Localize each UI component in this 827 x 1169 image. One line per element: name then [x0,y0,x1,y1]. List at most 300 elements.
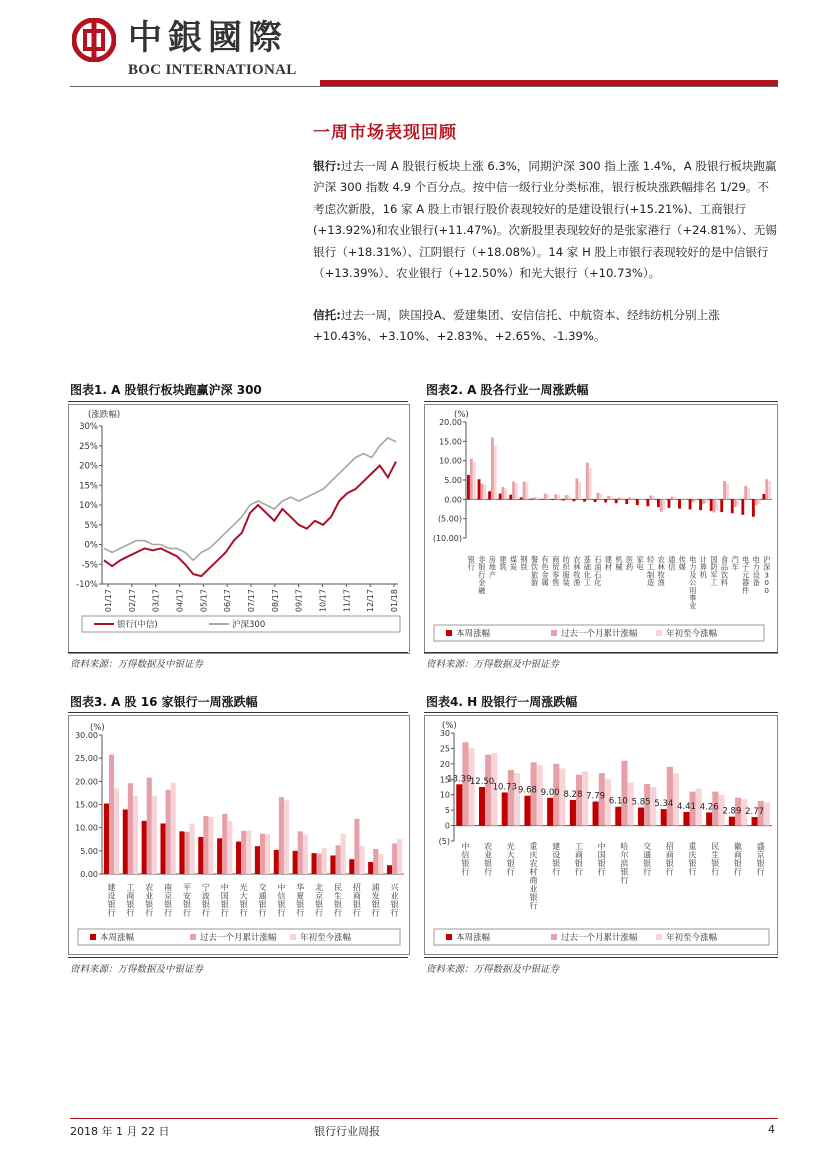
x-tick-label: 业 [689,601,697,611]
x-tick-label: 渔 [573,578,581,588]
bar-data-label: 5.34 [654,799,674,810]
y-tick-label: 20.00 [75,777,98,787]
x-tick-label: 通 [258,891,267,901]
chart3-source: 资料来源：万得数据及中银证券 [70,964,204,975]
x-tick-label-group [531,555,538,587]
y-tick-label: 5.00 [80,846,98,856]
x-tick-label: 有 [541,555,549,564]
x-tick-label: 银 [164,900,173,909]
bar [649,495,652,499]
bar [378,854,383,874]
x-tick-label: 牧 [573,570,581,580]
chart1-caption: 图表1. A 股银行板块跑赢沪深 300 [70,383,262,397]
x-tick-label: 元 [742,570,750,580]
x-tick-label: 庆 [529,850,538,860]
chart3-source-rule [68,957,408,958]
footer-rule [70,1118,778,1119]
x-tick-label: 行 [239,908,248,918]
x-tick-label: 零 [552,570,560,580]
x-tick-label: 银 [574,859,583,868]
legend-label: 年初至今涨幅 [666,629,718,639]
x-tick-label: 南 [164,883,173,892]
bar [514,773,520,825]
x-tick-label-group [711,842,719,877]
chart1-source-rule [68,652,408,653]
x-tick-label: 石 [594,570,602,580]
bar [142,821,147,874]
bar [152,796,157,874]
x-tick-label-group [510,555,517,572]
x-tick-label: 发 [371,891,380,901]
bar [485,755,491,826]
y-tick-label: 15 [439,775,450,785]
x-tick-label: 交 [258,883,267,892]
x-tick-label: 工 [710,578,718,588]
x-tick-label: 银 [506,859,515,868]
boc-logo-icon [72,18,116,62]
x-tick-label: 银 [484,859,493,868]
bar [765,479,768,499]
bar [515,483,518,499]
bar [752,817,758,826]
x-tick-label: 备 [752,578,760,588]
y-tick-label: 25.00 [75,754,98,764]
legend-swatch [190,934,196,940]
x-tick-label: 电 [752,555,760,564]
x-tick-label: 建 [499,555,507,564]
x-tick-label-group [637,555,644,572]
x-tick-label: 银 [665,859,674,868]
bar [547,495,550,500]
series-line [104,438,396,560]
bar [551,499,554,500]
bar-data-label: 4.26 [699,802,719,813]
x-tick-label-group [391,883,400,918]
bar [354,819,359,874]
x-tick-label: 料 [720,578,729,588]
x-tick-label: 家 [636,555,644,564]
y-tick-label: -5% [81,560,98,571]
bar [298,831,303,874]
bar [755,499,758,505]
bar-data-label: 8.28 [563,790,583,801]
x-tick-label-group [615,555,622,572]
y-tick-label: 0.00 [444,495,462,505]
x-tick-label: 银 [597,859,606,868]
x-tick-label-group [689,841,697,877]
x-tick-label-group [734,841,742,877]
bar [729,817,735,826]
bar [502,487,505,499]
bar [317,854,322,874]
bar [628,497,631,499]
bar [723,481,726,499]
x-tick-label-group [598,841,606,877]
x-tick-label: 07/17 [247,589,256,613]
x-tick-label: 用 [689,585,697,595]
x-tick-label-group [710,555,717,587]
x-tick-label: 业 [484,850,493,860]
y-axis-label: (涨跌幅) [88,410,121,420]
bar [467,475,470,499]
x-tick-label: 产 [488,570,496,580]
x-tick-label: 村 [529,867,538,877]
x-tick-label: 非 [478,555,486,564]
bar [480,483,483,499]
x-tick-label-group [240,882,248,918]
bar [625,499,628,504]
bar [731,499,734,513]
legend-swatch [551,934,557,940]
x-tick-label-group [126,883,134,918]
y-tick-label: 10 [439,790,450,800]
x-tick-label: 生 [333,891,342,901]
y-tick-label: (10.00) [432,534,462,543]
y-tick-label: 25% [79,441,98,452]
x-tick-label: 电 [742,555,750,564]
bar [284,800,289,874]
x-tick-label: 滨 [620,859,629,868]
bar [544,494,547,500]
bar [568,495,571,499]
x-tick-label: 房 [488,555,496,564]
x-tick-label: 银 [688,859,697,868]
bar-data-label: 2.89 [722,806,742,817]
x-tick-label-group [353,882,361,918]
x-tick-label: 中 [220,883,229,892]
bar [570,800,576,826]
x-tick-label: 及 [689,570,697,580]
bar [652,496,655,499]
chart2-source: 资料来源：万得数据及中银证券 [426,659,560,670]
x-tick-label-group [679,555,687,572]
bar [593,802,599,826]
brand-chinese: 中銀國際 [128,18,288,58]
y-tick-label: 20 [439,759,450,769]
bar [123,810,128,874]
x-tick-label: 属 [541,578,549,588]
bar [657,499,660,507]
x-tick-label: 金 [478,578,486,588]
x-tick-label-group [573,555,581,587]
x-tick-label: 深 [763,562,771,572]
x-tick-label: 商 [352,891,361,901]
x-tick-label: 03/17 [151,589,161,613]
x-tick-label-group [700,555,707,579]
bar [341,834,346,874]
x-tick-label-group [605,555,612,572]
y-tick-label: 10.00 [439,456,462,466]
x-tick-label: 机 [699,570,708,580]
bar [618,497,621,499]
x-tick-label: 牧 [657,570,665,580]
x-tick-label: 中 [277,883,286,892]
x-tick-label: 地 [488,562,496,572]
bar [683,812,689,826]
x-tick-label: 银 [182,900,191,909]
bar [541,499,544,500]
x-tick-label: 传 [678,555,686,564]
x-tick-label: 商 [733,850,742,860]
x-tick-label: 力 [752,562,760,572]
y-tick-label: -10% [76,580,98,590]
x-tick-label: 饮 [720,570,729,580]
bar [508,770,514,826]
y-tick-label: 30% [79,422,98,432]
trust-paragraph [313,305,778,348]
x-tick-label: 夏 [296,891,305,901]
bar [274,850,279,874]
bar [610,496,613,499]
x-tick-label: 宁 [201,883,210,892]
bar [557,495,560,499]
bar [710,499,713,511]
x-tick-label: 北 [315,883,324,892]
x-tick-label-group [499,555,506,572]
legend-label: 本周涨幅 [456,933,491,943]
bar [133,796,138,874]
x-tick-label-group [575,842,583,877]
x-tick-label: 行 [277,908,286,918]
x-tick-label: 制 [647,570,655,580]
x-tick-label-group [563,555,571,587]
x-tick-label-group [626,555,633,572]
x-tick-label: 银 [733,859,742,868]
bar [330,855,335,874]
x-tick-label: 银 [371,900,380,909]
x-tick-label: 银 [107,900,116,909]
bar [109,754,114,874]
bar [530,499,533,500]
x-tick-label-group [658,555,666,587]
bar [615,499,618,503]
x-tick-label: 中 [597,842,606,851]
x-tick-label: 化 [594,578,602,588]
x-tick-label: 行 [665,867,674,877]
x-tick-label-group [183,883,191,918]
bar-data-label: 13.39 [447,774,472,785]
x-tick-label: 行 [597,867,606,877]
bar [293,851,298,874]
x-tick-label-group [478,555,486,595]
legend-label: 本周涨幅 [456,629,491,639]
x-tick-label-group [542,555,549,587]
bar [589,468,592,499]
bank-text: 过去一周 A 股银行板块上涨 6.3%，同期沪深 300 指上涨 1.4%，A 股银行板块跑赢沪深 300 指数 4.9 个百分点。按中信一级行业分类标准，银行板块涨跌幅排名 1/29。不考虑次新股，16 家 A 股上市银行股价表现较好的是建设银行(+15.21%)、工商银行(+13.92%)和农业银行(+11.47%)。次新股里表现较好的是张家港行（+24.81%）、无锡银行（+18.31%）、江阴银行（+18.08%）。14 家 H 股上市银行表现较好的是中信银行（+13.39%）、农业银行（+12.50%）和光大银行（+10.73%）。 [313,159,777,281]
x-tick-label: 行 [371,908,380,918]
x-tick-label: 银 [201,900,210,909]
x-tick-label: 医 [625,555,634,564]
bar [217,838,222,874]
chart4-source-rule [424,957,778,958]
bar [737,499,740,505]
legend-label: 沪深300 [232,620,266,630]
x-tick-label: 01/17 [104,589,113,613]
x-tick-label: 公 [689,578,697,588]
bar [509,495,512,500]
x-tick-label: 行 [461,867,470,877]
x-tick-label-group [753,555,761,587]
x-tick-label: 造 [647,578,655,588]
x-tick-label: 3 [764,570,770,580]
bar [303,835,308,874]
footer-page: 4 [768,1123,775,1136]
bar [502,792,508,825]
x-tick-label: 哈 [620,842,629,851]
x-tick-label: 设 [552,850,561,860]
legend-swatch [90,934,96,940]
x-tick-label-group [552,555,560,587]
bar [554,494,557,499]
x-tick-label: 煤 [509,555,518,564]
x-tick-label: 重 [529,842,538,851]
x-tick-label: 波 [201,891,210,901]
x-tick-label: 农 [573,555,581,564]
bar [689,499,692,509]
x-tick-label: 光 [239,883,248,892]
x-tick-label-group [334,883,342,918]
x-tick-label: 事 [689,593,697,603]
legend-label: 过去一个月累计涨幅 [561,933,638,943]
bar [335,845,340,874]
x-tick-label: 行 [529,901,538,911]
x-tick-label: 工 [583,578,591,588]
x-tick-label: 招 [665,842,674,851]
y-tick-label: 25 [439,744,450,754]
chart3-caption-rule [68,712,408,713]
x-tick-label-group [277,882,285,918]
legend-label: 银行(中信) [117,620,158,630]
x-tick-label: 建 [552,842,561,851]
x-tick-label: 04/17 [175,589,185,613]
x-tick-label-group [742,555,749,595]
x-tick-label: 大 [239,891,248,901]
x-tick-label: 农 [657,555,665,564]
x-tick-label: 银 [390,900,399,909]
bar [702,499,705,504]
y-tick-label: 20% [79,461,98,472]
x-tick-label: 沪 [763,555,771,564]
x-tick-label: 农 [529,859,538,868]
bar [359,846,364,874]
x-tick-label: 业 [390,891,399,901]
bar [646,499,649,506]
legend-label: 年初至今涨幅 [300,933,352,943]
x-tick-label: 旅 [530,570,539,580]
x-tick-label: 设 [752,570,760,580]
x-tick-label: 行 [467,562,475,572]
x-tick-label: 银 [478,562,486,572]
bar [575,478,578,499]
chart-frame [425,716,778,955]
x-tick-label: 银 [145,900,154,909]
x-tick-label: 02/17 [127,589,137,613]
bar [488,491,491,499]
x-tick-label: 色 [541,562,549,572]
bar [681,499,684,500]
x-tick-label: 行 [352,908,361,918]
bar-data-label: 9.00 [540,787,560,798]
x-tick-label: 行 [484,867,493,877]
x-tick-label: 轻 [647,555,655,564]
x-tick-label: 设 [107,891,116,901]
y-tick-label: 0% [84,540,98,551]
bar [246,830,251,874]
x-tick-label: 品 [720,562,729,572]
x-tick-label: 12/17 [366,589,376,613]
bar [763,494,766,499]
x-tick-label: 徽 [733,842,742,851]
bar [621,761,627,826]
bar [473,462,476,499]
y-tick-label: 30 [439,729,450,738]
y-axis-label: (%) [454,410,469,420]
bar [387,865,392,874]
bar [678,499,681,508]
x-tick-label: 银 [620,867,629,877]
y-axis-label: (%) [90,723,105,733]
chart1-caption-rule [68,401,408,402]
x-tick-label: 计 [699,555,708,564]
x-tick-label: 盛 [756,842,765,851]
x-tick-label: 通 [668,555,676,564]
bar [741,499,744,514]
x-tick-label: 安 [182,891,191,901]
x-tick-label: 京 [756,850,765,860]
y-tick-label: 15.00 [75,800,98,810]
x-tick-label: 尔 [620,850,629,860]
bar [631,498,634,500]
x-tick-label: 行 [164,908,173,918]
bar [241,831,246,874]
x-tick-label: 装 [562,578,570,588]
bar [673,497,676,499]
bar [705,499,708,503]
bar [469,748,475,825]
bar [764,802,770,825]
bar [597,493,600,500]
x-tick-label: 器 [742,578,750,588]
x-tick-label: 商 [574,850,583,860]
x-tick-label: 油 [594,562,602,572]
bar [639,499,642,500]
x-tick-label: 工 [574,842,583,851]
x-tick-label-group [721,555,729,587]
bar [520,497,523,499]
x-tick-label: 0 [764,585,770,595]
x-tick-label: 光 [506,842,515,851]
x-tick-label-group [202,882,210,918]
x-tick-label: 京 [315,891,324,901]
legend-swatch [446,630,452,636]
x-tick-label: 民 [333,883,342,892]
bar [104,804,109,874]
x-tick-label: 建 [107,883,116,892]
bar [747,488,750,500]
bar [673,773,679,825]
x-tick-label: 银 [643,859,652,868]
x-tick-label: 行 [126,908,135,918]
bank-paragraph [313,156,778,284]
bar [203,816,208,874]
chart1-source: 资料来源：万得数据及中银证券 [70,659,204,670]
bar [726,483,729,499]
bar [524,796,530,826]
x-tick-label: 食 [720,555,729,564]
x-tick-label: 炭 [509,562,518,572]
y-tick-label: (5) [438,837,450,846]
x-tick-label: 础 [583,562,591,572]
